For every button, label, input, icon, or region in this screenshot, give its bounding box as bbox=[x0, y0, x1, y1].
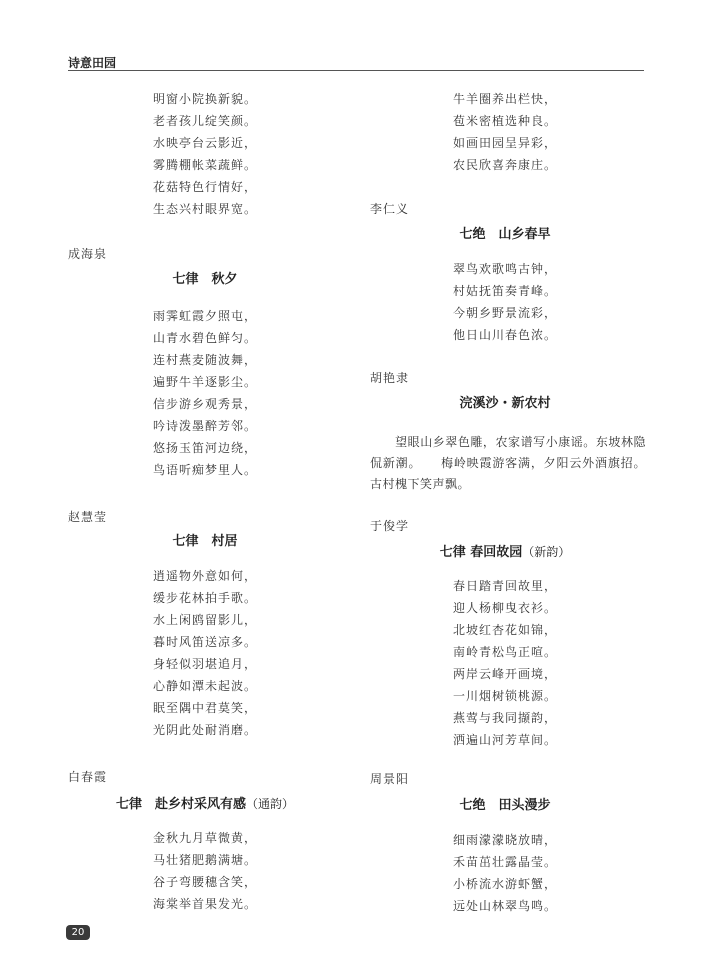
verse-line: 海棠举首果发光。 bbox=[152, 897, 257, 911]
verse-line: 北坡红杏花如锦， bbox=[452, 623, 557, 637]
poem-author: 李仁义 bbox=[370, 202, 410, 216]
poem-author: 胡艳隶 bbox=[370, 371, 410, 385]
verse-line: 吟诗泼墨醉芳邻。 bbox=[152, 419, 257, 433]
running-header bbox=[68, 52, 644, 71]
verse-line: 金秋九月草微黄， bbox=[152, 831, 257, 845]
poem-author: 周景阳 bbox=[370, 772, 410, 786]
verse-line: 他日山川春色浓。 bbox=[452, 328, 557, 342]
poem-title-note: （通韵） bbox=[246, 797, 295, 811]
verse-line: 眠至隅中君莫笑， bbox=[152, 701, 257, 715]
poem-verse-left-0 bbox=[85, 88, 325, 220]
poem-author: 于俊学 bbox=[370, 519, 410, 533]
poem-verse bbox=[385, 829, 625, 917]
verse-line: 雨霁虹霞夕照屯， bbox=[152, 309, 257, 323]
verse-line: 迎人杨柳曳衣衫。 bbox=[452, 601, 557, 615]
verse-line: 心静如潭未起波。 bbox=[152, 679, 257, 693]
verse-line: 信步游乡观秀景， bbox=[152, 397, 257, 411]
poem-verse-right-0 bbox=[385, 88, 625, 176]
verse-line: 生态兴村眼界宽。 bbox=[152, 202, 257, 216]
poem-verse bbox=[85, 565, 325, 741]
verse-line: 如画田园呈异彩， bbox=[452, 136, 557, 150]
verse-line: 一川烟树锁桃源。 bbox=[452, 689, 557, 703]
verse-line: 远处山林翠鸟鸣。 bbox=[452, 899, 557, 913]
poem-title bbox=[355, 543, 655, 562]
verse-line: 农民欣喜奔康庄。 bbox=[452, 158, 557, 172]
verse-line: 燕莺与我同撷韵， bbox=[452, 711, 557, 725]
poem-title: 七绝 山乡春早 bbox=[459, 227, 551, 242]
verse-line: 缓步花林拍手歌。 bbox=[152, 591, 257, 605]
poem-title bbox=[55, 795, 355, 814]
poem-verse bbox=[385, 575, 625, 751]
verse-line: 苞米密植选种良。 bbox=[452, 114, 557, 128]
poem-title-note: （新韵） bbox=[522, 545, 571, 559]
poem-title: 七律 村居 bbox=[172, 534, 238, 549]
poem-author: 白春霞 bbox=[68, 770, 108, 784]
verse-line: 春日踏青回故里， bbox=[452, 579, 557, 593]
verse-line: 鸟语听痴梦里人。 bbox=[152, 463, 257, 477]
verse-line: 水映亭台云影近， bbox=[152, 136, 257, 150]
verse-line: 牛羊圈养出栏快， bbox=[452, 92, 557, 106]
verse-line: 洒遍山河芳草间。 bbox=[452, 733, 557, 747]
verse-line: 山青水碧色鲜匀。 bbox=[152, 331, 257, 345]
poem-verse bbox=[385, 258, 625, 346]
poem-title: 七绝 田头漫步 bbox=[459, 798, 551, 813]
verse-line: 遍野牛羊逐影尘。 bbox=[152, 375, 257, 389]
page-number: 20 bbox=[66, 925, 90, 940]
verse-line: 谷子弯腰穗含笑， bbox=[152, 875, 257, 889]
poem-prose: 望眼山乡翠色雕，农家谱写小康谣。东坡林隐侃新潮。 梅岭映霞游客满，夕阳云外酒旗招。古村槐下笑声飘。 bbox=[370, 435, 646, 491]
verse-line: 两岸云峰开画境， bbox=[452, 667, 557, 681]
verse-line: 悠扬玉笛河边绕， bbox=[152, 441, 257, 455]
verse-line: 村姑抚笛奏青峰。 bbox=[452, 284, 557, 298]
verse-line: 逍遥物外意如何， bbox=[152, 569, 257, 583]
verse-line: 暮时风笛送凉多。 bbox=[152, 635, 257, 649]
verse-line: 光阴此处耐消磨。 bbox=[152, 723, 257, 737]
verse-line: 花菇特色行情好， bbox=[152, 180, 257, 194]
verse-line: 身轻似羽堪追月， bbox=[152, 657, 257, 671]
verse-line: 翠鸟欢歌鸣古钟， bbox=[452, 262, 557, 276]
poem-title-text: 七律 赴乡村采风有感 bbox=[115, 797, 246, 812]
poem-verse bbox=[85, 305, 325, 481]
verse-line: 马壮猪肥鹅满塘。 bbox=[152, 853, 257, 867]
verse-line: 明窗小院换新貌。 bbox=[152, 92, 257, 106]
verse-line: 老者孩儿绽笑颜。 bbox=[152, 114, 257, 128]
poem-title: 七律 秋夕 bbox=[172, 272, 238, 287]
verse-line: 今朝乡野景流彩， bbox=[452, 306, 557, 320]
section-title: 诗意田园 bbox=[68, 56, 117, 70]
poem-author: 赵慧莹 bbox=[68, 510, 108, 524]
poem-title-text: 七律 春回故园 bbox=[439, 545, 523, 560]
verse-line: 细雨濛濛晓放晴， bbox=[452, 833, 557, 847]
verse-line: 小桥流水游虾蟹， bbox=[452, 877, 557, 891]
verse-line: 禾苗茁壮露晶莹。 bbox=[452, 855, 557, 869]
verse-line: 南岭青松鸟正喧。 bbox=[452, 645, 557, 659]
poem-verse bbox=[85, 827, 325, 915]
poem-title: 浣溪沙・新农村 bbox=[459, 396, 551, 411]
verse-line: 雾腾棚帐菜蔬鲜。 bbox=[152, 158, 257, 172]
verse-line: 水上闲鸥留影儿， bbox=[152, 613, 257, 627]
poem-author: 成海泉 bbox=[68, 247, 108, 261]
verse-line: 连村燕麦随波舞， bbox=[152, 353, 257, 367]
